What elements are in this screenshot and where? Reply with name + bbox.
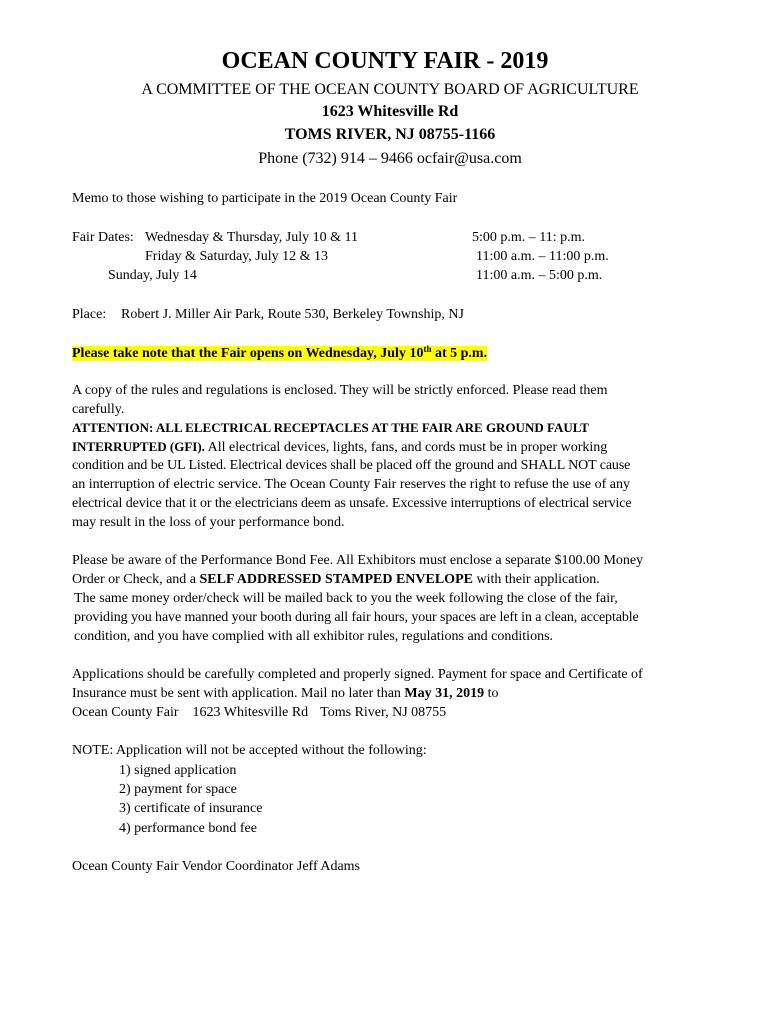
mail-deadline: May 31, 2019: [404, 686, 485, 701]
note-item-2: 2) payment for space: [119, 782, 237, 797]
committee-line: A COMMITTEE OF THE OCEAN COUNTY BOARD OF AGRICULTURE: [141, 81, 639, 98]
place-value: Robert J. Miller Air Park, Route 530, Berkeley Township, NJ: [121, 307, 464, 322]
fair-dates-row-3-hours: 11:00 a.m. – 5:00 p.m.: [476, 268, 603, 283]
rules-line-2: carefully.: [72, 402, 125, 417]
fair-dates-row-1-days: Wednesday & Thursday, July 10 & 11: [145, 230, 358, 245]
bond-line-3: The same money order/check will be mailed back to you the week following the close of the fair,: [74, 591, 618, 606]
rules-line-4: an interruption of electric service. The Ocean County Fair reserves the right to refuse the use of any: [72, 477, 630, 492]
rules-line-5: electrical device that it or the electricians deem as unsafe. Excessive interruptions of electrical service: [72, 496, 632, 511]
fair-dates-label: Fair Dates:: [72, 230, 134, 245]
street-address: 1623 Whitesville Rd: [321, 103, 459, 120]
attention-heading: ATTENTION: ALL ELECTRICAL RECEPTACLES AT THE FAIR ARE GROUND FAULT: [72, 420, 589, 435]
bond-line-1: Please be aware of the Performance Bond Fee. All Exhibitors must enclose a separate $100.00 Money: [72, 553, 644, 568]
note-item-1: 1) signed application: [119, 763, 237, 778]
bond-line-2: Order or Check, and a SELF ADDRESSED STAMPED ENVELOPE with their application.: [72, 572, 600, 587]
rules-line-3: condition and be UL Listed. Electrical devices shall be placed off the ground and SHALL NOT cause: [72, 458, 631, 473]
fair-dates-row-2-hours: 11:00 a.m. – 11:00 p.m.: [476, 249, 609, 264]
rules-line-6: may result in the loss of your performance bond.: [72, 515, 345, 530]
opening-highlight-text: Please take note that the Fair opens on Wednesday, July 10th at 5 p.m.: [72, 344, 488, 361]
fair-dates-row-2-days: Friday & Saturday, July 12 & 13: [145, 249, 329, 264]
bond-line-4: providing you have manned your booth during all fair hours, your spaces are left in a clean, acceptable: [74, 610, 639, 625]
attention-line-2: INTERRUPTED (GFI). All electrical devices, lights, fans, and cords must be in proper working: [72, 439, 608, 455]
city-address: TOMS RIVER, NJ 08755-1166: [284, 126, 496, 143]
mailing-line-2: Insurance must be sent with application. Mail no later than May 31, 2019 to: [72, 686, 499, 701]
page-title: OCEAN COUNTY FAIR - 2019: [221, 48, 549, 74]
opening-highlight: [72, 345, 487, 363]
place-label: Place:: [72, 307, 107, 322]
note-item-4: 4) performance bond fee: [119, 821, 257, 836]
memo-line: Memo to those wishing to participate in the 2019 Ocean County Fair: [72, 191, 458, 206]
bond-line-5: condition, and you have complied with all exhibitor rules, regulations and conditions.: [74, 629, 554, 644]
mailing-address: Ocean County Fair 1623 Whitesville Rd Toms River, NJ 08755: [72, 705, 447, 720]
contact-line: Phone (732) 914 – 9466 ocfair@usa.com: [258, 150, 522, 167]
mailing-line-1: Applications should be carefully completed and properly signed. Payment for space and Certificate of: [72, 667, 643, 682]
note-heading: NOTE: Application will not be accepted without the following:: [72, 743, 427, 758]
fair-dates-row-3-days: Sunday, July 14: [108, 268, 197, 283]
note-item-3: 3) certificate of insurance: [119, 801, 263, 816]
rules-line-1: A copy of the rules and regulations is enclosed. They will be strictly enforced. Please read them: [72, 383, 608, 398]
signature-line: Ocean County Fair Vendor Coordinator Jeff Adams: [72, 859, 360, 874]
fair-dates-row-1-hours: 5:00 p.m. – 11: p.m.: [472, 230, 586, 245]
